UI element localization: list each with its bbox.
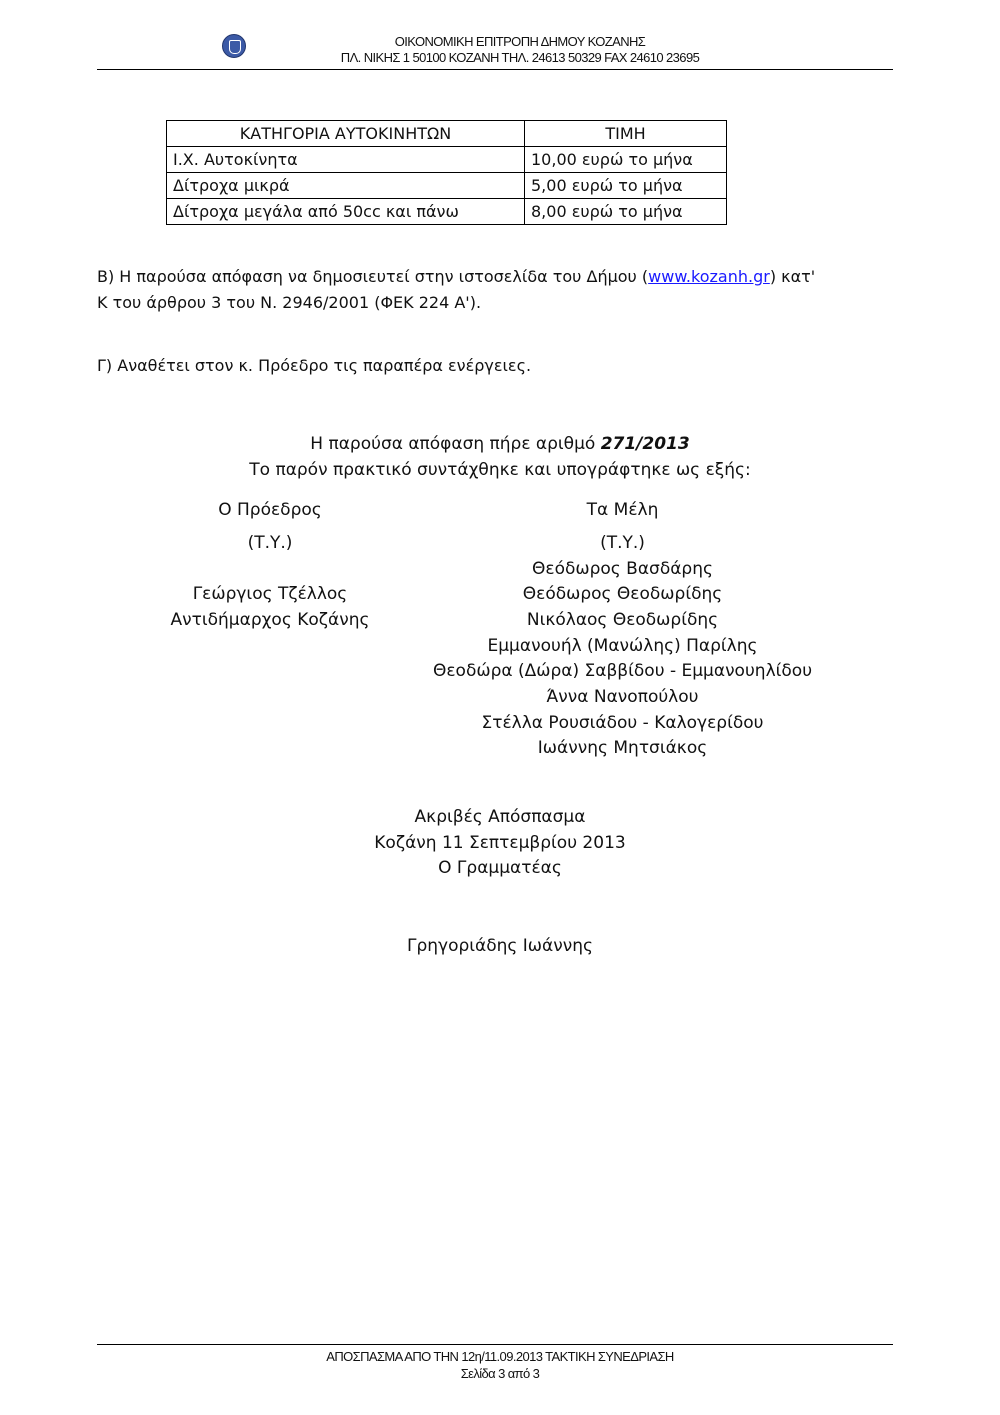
- paragraph-b-line2: Κ του άρθρου 3 του Ν. 2946/2001 (ΦΕΚ 224 Α').: [97, 293, 482, 312]
- table-cell: 8,00 ευρώ το μήνα: [525, 199, 727, 225]
- page-number: Σελίδα 3 από 3: [460, 1366, 540, 1381]
- certification-date: Κοζάνη 11 Σεπτεμβρίου 2013: [374, 833, 626, 853]
- member-name: Θεοδώρα (Δώρα) Σαββίδου - Εμμανουηλίδου: [432, 661, 813, 681]
- table-header-price: ΤΙΜΗ: [525, 121, 727, 147]
- members-title: Τα Μέλη: [586, 500, 659, 520]
- chairman-name: Γεώργιος Τζέλλος: [192, 584, 348, 604]
- footer-meeting: ΑΠΟΣΠΑΣΜΑ ΑΠΟ ΤΗΝ 12η/11.09.2013 ΤΑΚΤΙΚΗ ΣΥΝΕΔΡΙΑΣΗ: [326, 1349, 674, 1364]
- members-signature: (Τ.Υ.): [600, 533, 645, 553]
- chairman-title: Ο Πρόεδρος: [218, 500, 322, 520]
- paragraph-b-line1: [97, 267, 815, 286]
- table-header-category: ΚΑΤΗΓΟΡΙΑ ΑΥΤΟΚΙΝΗΤΩΝ: [167, 121, 525, 147]
- fees-table: [166, 120, 727, 225]
- table-cell: Δίτροχα μικρά: [167, 173, 525, 199]
- chairman-role: Αντιδήμαρχος Κοζάνης: [170, 610, 370, 630]
- table-cell: 5,00 ευρώ το μήνα: [525, 173, 727, 199]
- municipality-emblem-icon: [222, 34, 246, 58]
- decision-number: 271/2013: [600, 434, 690, 454]
- decision-number-text: Η παρούσα απόφαση πήρε αριθμό: [310, 434, 601, 454]
- header-contact: ΠΛ. ΝΙΚΗΣ 1 50100 ΚΟΖΑΝΗ ΤΗΛ. 24613 50329 FAX 24610 23695: [340, 50, 700, 65]
- table-row: [167, 147, 727, 173]
- decision-statement: Το παρόν πρακτικό συντάχθηκε και υπογράφτηκε ως εξής:: [249, 460, 751, 480]
- certified-copy-label: Ακριβές Απόσπασμα: [414, 807, 586, 827]
- paragraph-c: Γ) Αναθέτει στον κ. Πρόεδρο τις παραπέρα ενέργειες.: [97, 356, 532, 375]
- table-row: [167, 199, 727, 225]
- secretary-title: Ο Γραμματέας: [438, 858, 562, 878]
- member-name: Άννα Νανοπούλου: [546, 687, 699, 707]
- table-cell: Δίτροχα μεγάλα από 50cc και πάνω: [167, 199, 525, 225]
- paragraph-b-text-end: ) κατ': [769, 267, 816, 286]
- member-name: Στέλλα Ρουσιάδου - Καλογερίδου: [481, 713, 764, 733]
- footer-divider: [97, 1344, 893, 1345]
- website-link[interactable]: www.kozanh.gr: [648, 267, 770, 286]
- header-divider: [97, 69, 893, 70]
- secretary-name: Γρηγοριάδης Ιωάννης: [406, 936, 593, 956]
- table-cell: 10,00 ευρώ το μήνα: [525, 147, 727, 173]
- decision-number-line: [0, 434, 1000, 454]
- chairman-signature: (Τ.Υ.): [247, 533, 293, 553]
- member-name: Εμμανουήλ (Μανώλης) Παρίλης: [487, 636, 758, 656]
- table-cell: Ι.Χ. Αυτοκίνητα: [167, 147, 525, 173]
- header-title: ΟΙΚΟΝΟΜΙΚΗ ΕΠΙΤΡΟΠΗ ΔΗΜΟΥ ΚΟΖΑΝΗΣ: [394, 34, 646, 49]
- member-name: Θεόδωρος Θεοδωρίδης: [522, 584, 723, 604]
- member-name: Θεόδωρος Βασδάρης: [532, 559, 713, 579]
- paragraph-b-text: Β) Η παρούσα απόφαση να δημοσιευτεί στην ιστοσελίδα του Δήμου (: [97, 267, 649, 286]
- member-name: Ιωάννης Μητσιάκος: [537, 738, 708, 758]
- table-row: [167, 173, 727, 199]
- table-header-row: [167, 121, 727, 147]
- member-name: Νικόλαος Θεοδωρίδης: [526, 610, 719, 630]
